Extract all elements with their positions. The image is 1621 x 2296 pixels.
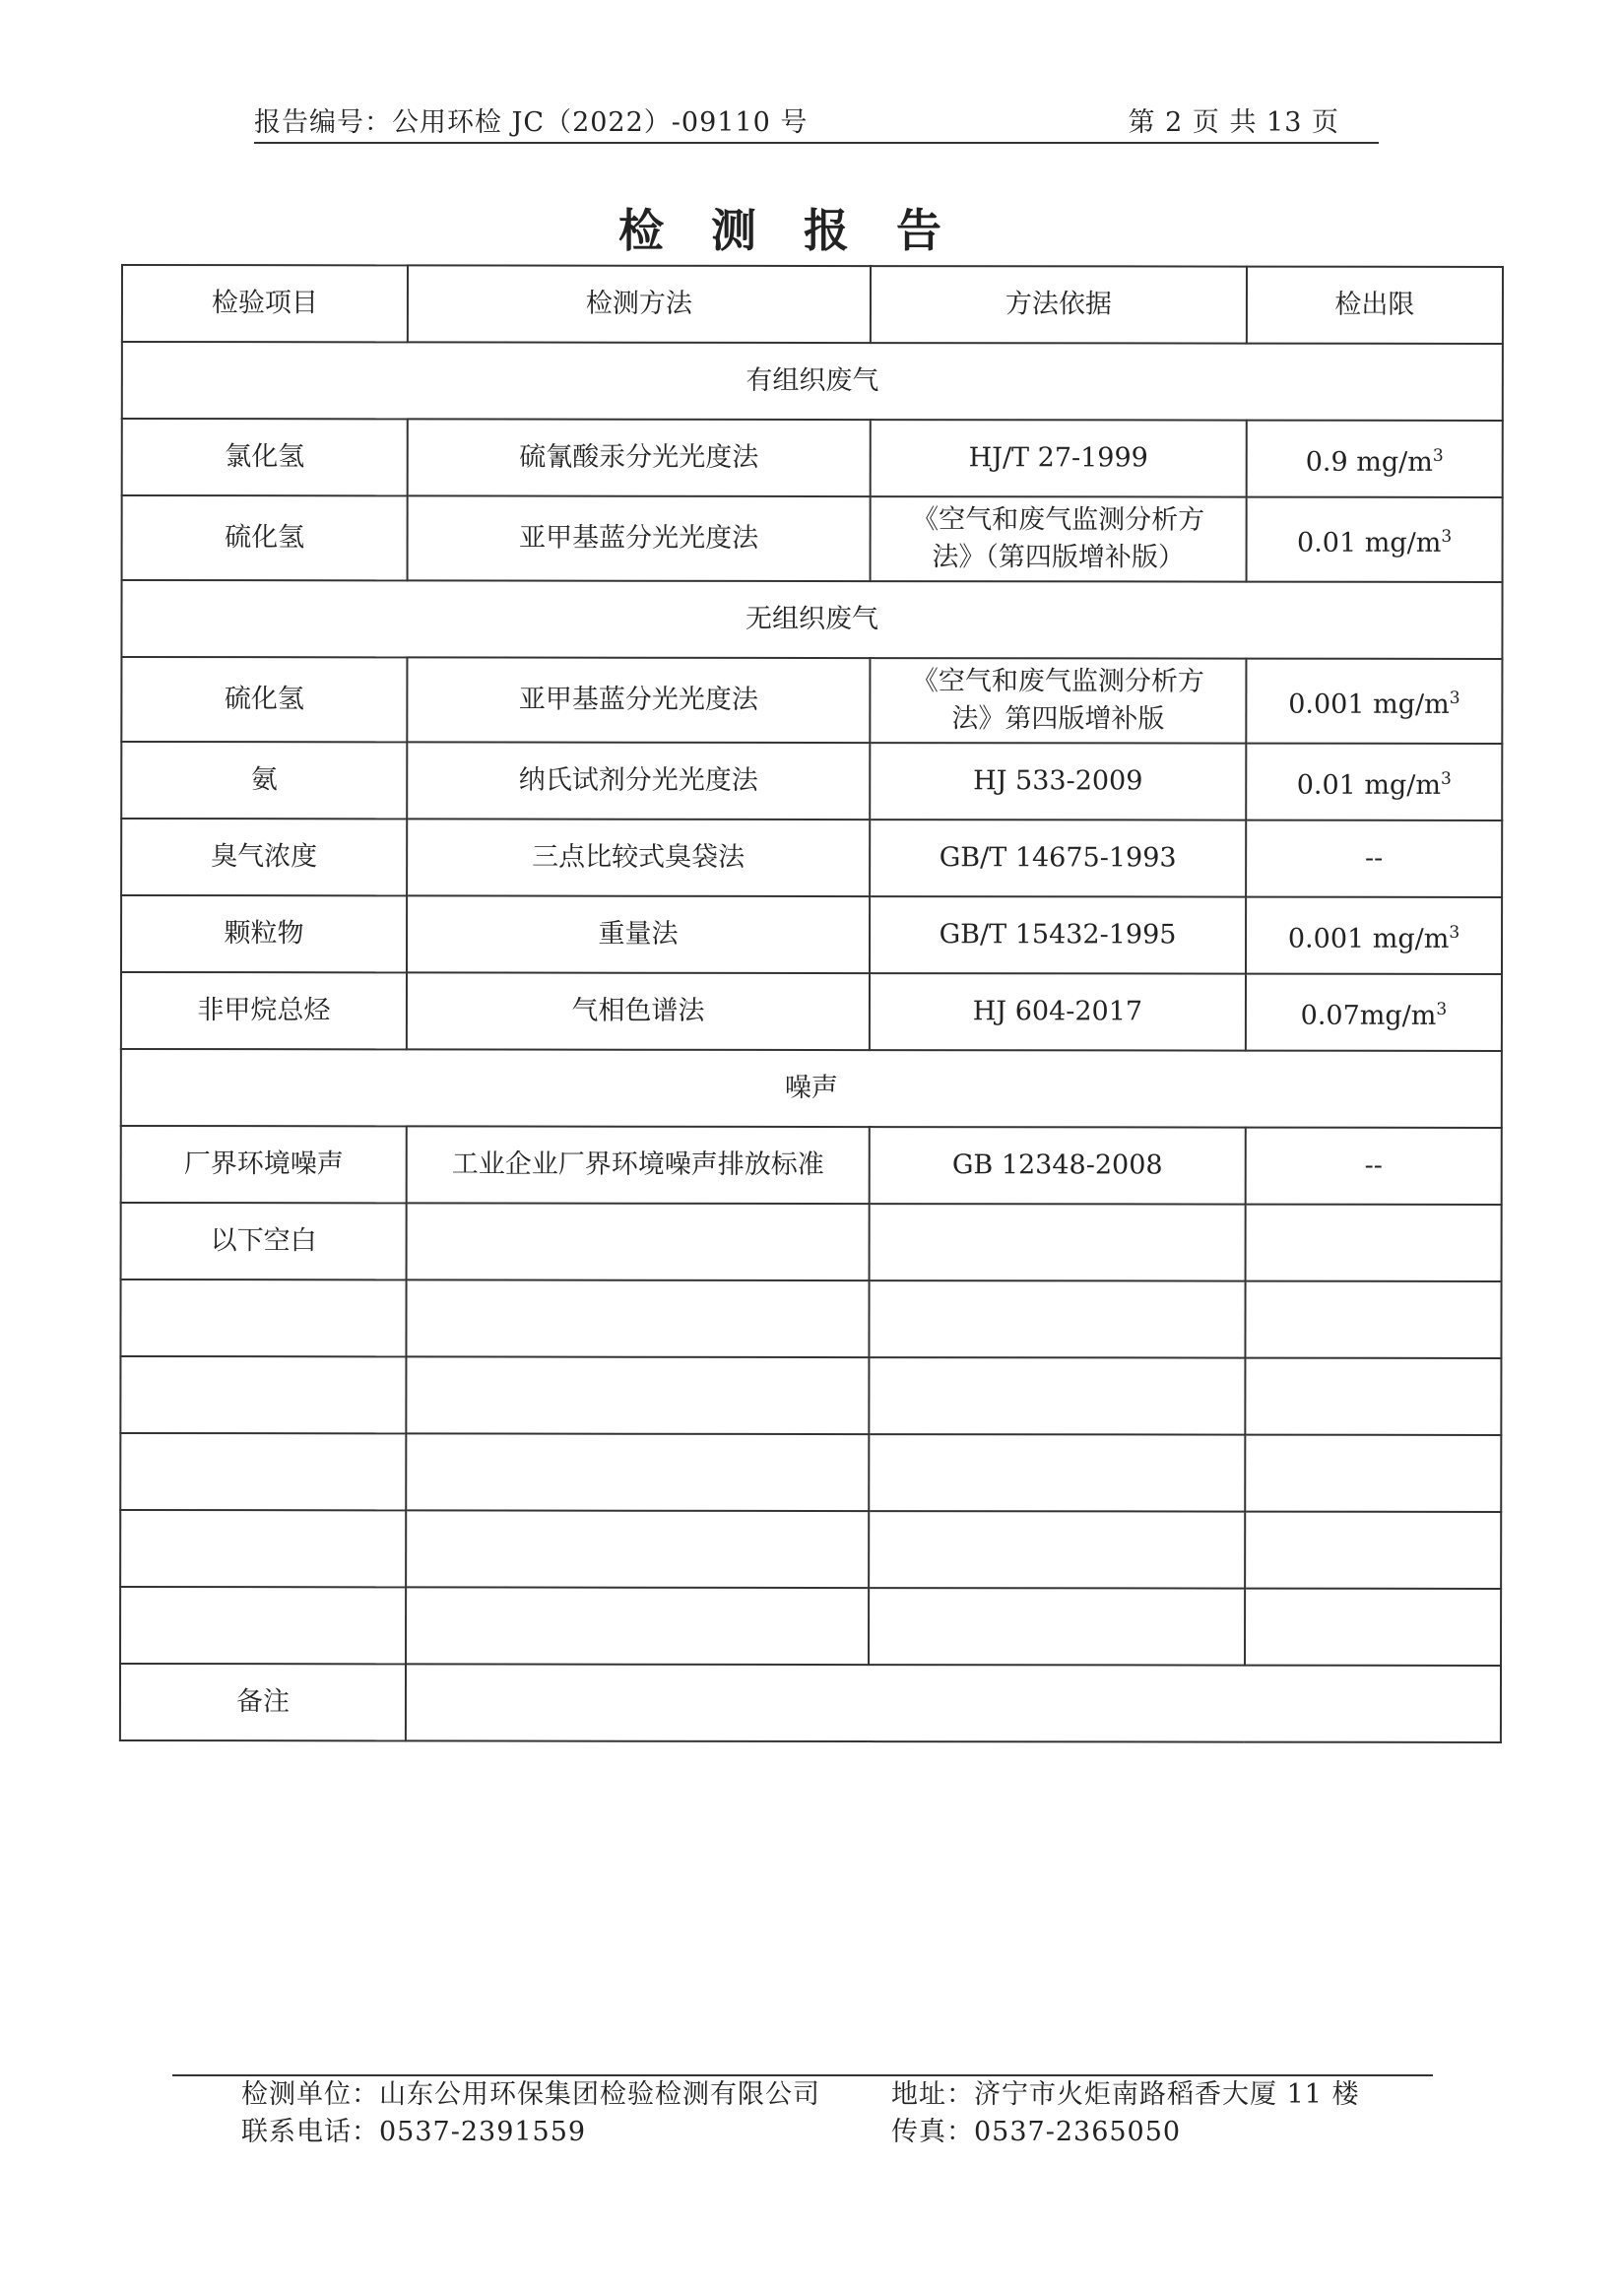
table-row [121,972,1502,1051]
limit-value: -- [1364,1149,1383,1181]
limit-value: 0.01 mg/m [1296,769,1442,801]
item-cell: 硫化氢 [122,495,408,580]
blank-cell [1245,1358,1501,1435]
item-cell: 厂界环境噪声 [121,1126,407,1203]
basis-line: HJ 604-2017 [972,996,1143,1027]
fax-number: 传真：0537-2365050 [891,2117,1182,2147]
footer-line-2 [172,2114,1433,2151]
blank-row [120,1433,1501,1512]
method-cell: 亚甲基蓝分光光度法 [407,657,870,743]
limit-cell [1246,974,1502,1051]
report-footer [172,2074,1433,2151]
limit-unit-exponent: 3 [1441,526,1453,547]
blank-cell [1245,1512,1501,1589]
limit-cell [1246,897,1502,974]
section-header-row [121,580,1502,659]
column-header-item: 检验项目 [122,265,408,342]
table-row [122,495,1503,582]
limit-cell [1246,659,1502,744]
page-indicator: 第 2 页 共 13 页 [1128,107,1339,138]
basis-line: 法》（第四版增补版） [932,542,1185,573]
basis-cell [870,973,1246,1051]
blank-row [120,1279,1501,1358]
limit-unit-exponent: 3 [1432,445,1444,466]
blank-cell [1245,1281,1501,1358]
blank-cell [1245,1589,1501,1666]
blank-cell [1245,1435,1501,1512]
basis-line: GB/T 14675-1993 [939,842,1177,874]
basis-line: 法》第四版增补版 [951,703,1165,735]
blank-row [120,1587,1501,1666]
blank-cell [406,1356,869,1434]
method-cell: 硫氰酸汞分光光度法 [408,419,871,496]
table-row [121,1126,1502,1205]
limit-value: 0.9 mg/m [1305,446,1433,478]
item-cell: 颗粒物 [121,895,407,972]
blank-cell [120,1510,406,1587]
basis-line: 《空气和废气监测分析方 [911,666,1204,697]
column-header-method: 检测方法 [408,265,871,343]
table-row [121,819,1502,897]
table-row [121,1203,1502,1281]
item-cell: 氯化氢 [122,419,408,495]
blank-cell [869,1588,1245,1666]
basis-line: HJ 533-2009 [973,765,1143,797]
limit-cell [1246,744,1502,820]
column-header-basis: 方法依据 [871,266,1247,344]
address: 地址：济宁市火炬南路稻香大厦 11 楼 [891,2079,1360,2110]
limit-cell [1246,1128,1502,1205]
blank-cell [120,1356,406,1433]
limit-value: 0.07mg/m [1300,1000,1437,1031]
item-cell: 硫化氢 [121,657,407,742]
limit-value: 0.001 mg/m [1288,689,1450,720]
basis-cell [870,1127,1246,1205]
method-cell: 工业企业厂界环境噪声排放标准 [407,1126,870,1204]
section-title: 无组织废气 [121,580,1502,659]
contact-phone: 联系电话：0537-2391559 [241,2117,587,2147]
limit-cell [1246,1205,1502,1281]
section-header-row [121,1049,1502,1128]
page-title: 检 测 报 告 [617,204,958,257]
basis-line: HJ/T 27-1999 [968,442,1148,474]
limit-cell [1247,497,1503,582]
limit-value: -- [1365,842,1384,874]
blank-cell [869,1357,1245,1435]
basis-line [876,1242,1239,1243]
blank-cell [406,1587,869,1665]
basis-cell [870,658,1246,744]
basis-cell [871,496,1247,582]
blank-cell [120,1587,406,1664]
testing-unit: 检测单位：山东公用环保集团检验检测有限公司 [241,2079,820,2110]
report-number: 报告编号：公用环检 JC（2022）-09110 号 [254,107,809,138]
limit-unit-exponent: 3 [1449,922,1460,943]
blank-cell [406,1279,869,1357]
remarks-value [406,1664,1501,1742]
basis-cell [870,743,1246,820]
blank-cell [869,1434,1245,1512]
basis-line: GB/T 15432-1995 [939,919,1177,951]
section-header-row [122,342,1503,421]
blank-row [120,1510,1501,1589]
limit-unit-exponent: 3 [1449,688,1460,708]
limit-unit-exponent: 3 [1440,768,1452,789]
table-header-row [122,265,1503,344]
item-cell: 非甲烷总烃 [121,972,407,1049]
blank-cell [120,1279,406,1356]
blank-cell [869,1511,1245,1589]
footer-line-1 [172,2076,1433,2114]
report-table-body [120,265,1503,1742]
limit-cell [1247,421,1503,497]
basis-cell [870,1204,1246,1281]
report-header [254,97,1379,144]
method-cell [407,1203,870,1280]
limit-unit-exponent: 3 [1436,999,1448,1019]
remarks-label: 备注 [120,1664,406,1740]
method-cell: 亚甲基蓝分光光度法 [408,495,871,581]
table-row [122,419,1503,497]
report-table [119,264,1504,1743]
table-row [121,742,1502,820]
table-row [121,895,1502,974]
method-cell: 气相色谱法 [407,972,870,1050]
blank-cell [869,1280,1245,1358]
item-cell: 臭气浓度 [121,819,407,895]
blank-cell [406,1433,869,1511]
basis-cell [871,420,1247,497]
method-cell: 三点比较式臭袋法 [407,819,870,896]
limit-cell [1246,820,1502,897]
limit-value: 0.01 mg/m [1297,527,1442,558]
section-title: 有组织废气 [122,342,1503,421]
blank-cell [120,1433,406,1510]
basis-cell [870,820,1246,897]
basis-line: 《空气和废气监测分析方 [912,504,1205,536]
limit-value: 0.001 mg/m [1287,923,1450,954]
item-cell: 氨 [121,742,407,819]
column-header-limit: 检出限 [1247,267,1503,344]
basis-cell [870,896,1246,974]
method-cell: 纳氏试剂分光光度法 [407,742,870,820]
method-cell: 重量法 [407,895,870,973]
table-row [121,657,1502,744]
blank-row [120,1356,1501,1435]
basis-line: GB 12348-2008 [951,1149,1163,1181]
section-title: 噪声 [121,1049,1502,1128]
item-cell: 以下空白 [121,1203,407,1279]
blank-cell [406,1510,869,1588]
remarks-row [120,1664,1501,1742]
